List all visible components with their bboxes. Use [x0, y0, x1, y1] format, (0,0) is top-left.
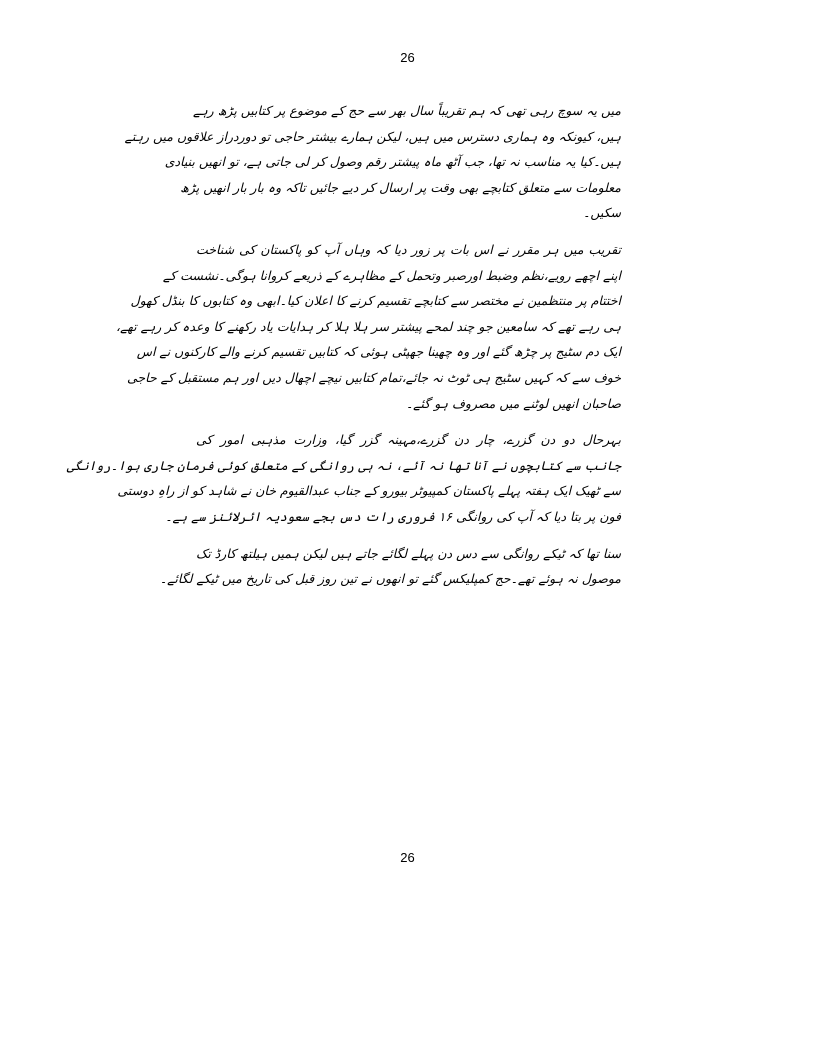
text-line: بہرحال دو دن گزرے، چار دن گزرے،مہینہ گزر گیا، وزارت مذہبی امور کی	[196, 432, 621, 448]
text-line: جانب سے کتابچوں نے آنا تھا نہ آئے، نہ ہی روانگی کے متعلق کوئی فرمان جاری ہوا۔روانگی	[66, 457, 621, 473]
text-line: ایک دم سٹیج پر چڑھ گئے اور وہ چھینا جھپٹی ہوئی کہ کتابیں تقسیم کرنے والے کارکنوں نے اس	[136, 344, 621, 360]
text-line: موصول نہ ہوئے تھے۔حج کمپلیکس گئے تو انھوں نے تین روز قبل کی تاریخ میں ٹیکے لگائے۔	[159, 571, 621, 587]
text-line: سکیں۔	[583, 205, 621, 221]
paragraph	[159, 541, 621, 592]
paragraph	[66, 427, 621, 529]
page-number-top: 26	[400, 50, 415, 65]
text-line: اختتام پر منتظمین نے مختصر سے کتابچے تقسیم کرنے کا اعلان کیا۔ابھی وہ کتابوں کا بنڈل کھول	[130, 293, 621, 309]
text-line: صاحبان انھیں لوٹنے میں مصروف ہو گئے۔	[405, 395, 621, 411]
paragraph	[124, 98, 621, 226]
text-line: معلومات سے متعلق کتابچے بھی وقت پر ارسال کر دیے جائیں تاکہ وہ بار بار انھیں پڑھ	[180, 179, 621, 195]
text-line: خوف سے کہ کہیں سٹیج ہی ٹوٹ نہ جائے،تمام کتابیں نیچے اچھال دیں اور ہم مستقبل کے حاجی	[127, 369, 621, 385]
text-line: فون پر بتا دیا کہ آپ کی روانگی ۱۶ فروری رات دس بجے سعودیہ ائرلائنز سے ہے۔	[165, 508, 621, 524]
text-line: ہیں، کیونکہ وہ ہماری دسترس میں ہیں، لیکن ہمارے بیشتر حاجی تو دوردراز علاقوں میں رہتے	[124, 128, 621, 144]
text-line: سے ٹھیک ایک ہفتہ پہلے پاکستان کمپیوٹر بیورو کے جناب عبدالقیوم خان نے شاہد کو از راہِ دوستی	[117, 483, 621, 499]
text-line: ہی رہے تھے کہ سامعین جو چند لمحے پیشتر سر ہلا ہلا کر ہدایات یاد رکھنے کا وعدہ کر رہے تھے،	[116, 318, 621, 334]
text-line: ہیں۔کیا یہ مناسب نہ تھا، جب آٹھ ماہ پیشتر رقم وصول کر لی جاتی ہے، تو انھیں بنیادی	[164, 154, 621, 170]
paragraph	[116, 237, 621, 416]
text-line: اپنے اچھے رویے،نظم وضبط اورصبر وتحمل کے مظاہرے کے ذریعے کروانا ہوگی۔نشست کے	[162, 267, 621, 283]
text-line: میں یہ سوچ رہی تھی کہ ہم تقریباً سال بھر سے حج کے موضوع پر کتابیں پڑھ رہے	[193, 103, 621, 118]
text-line: تقریب میں ہر مقرر نے اس بات پر زور دیا کہ وہاں آپ کو پاکستان کی شناخت	[196, 241, 621, 257]
page-number-bottom: 26	[400, 850, 415, 865]
text-line: سنا تھا کہ ٹیکے روانگی سے دس دن پہلے لگائے جاتے ہیں لیکن ہمیں ہیلتھ کارڈ تک	[196, 545, 621, 561]
page-body	[66, 98, 621, 603]
